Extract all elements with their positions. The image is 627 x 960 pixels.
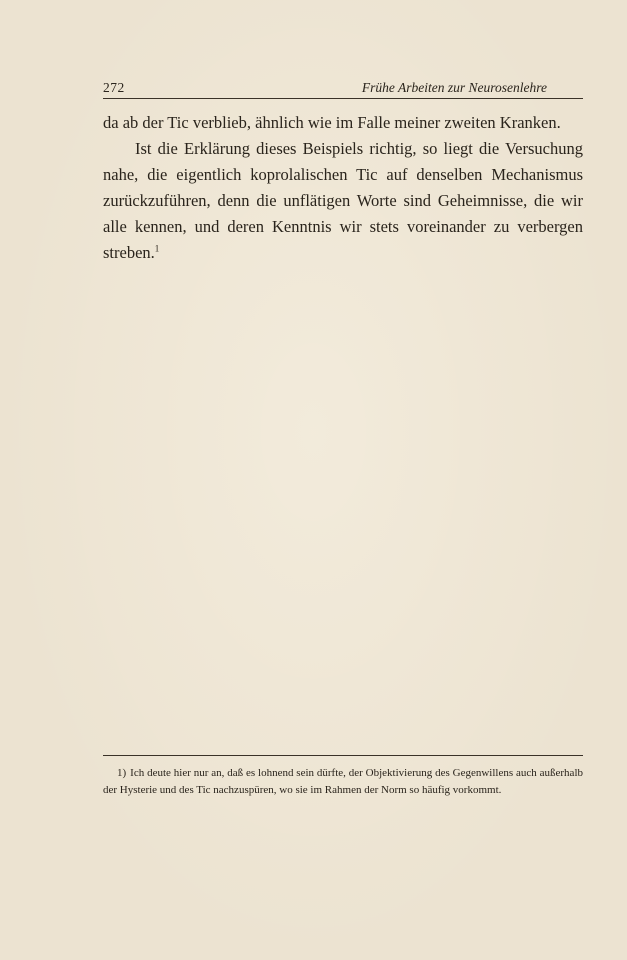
paragraph-text: Ist die Erklärung dieses Beispiels richtig, so liegt die Versuchung nahe, die eigentlich koprolalischen Tic auf denselben Mechanismus zurückzuführen, denn die unflätigen Worte sind Geheimnisse, die wir alle kennen, und deren Kenntnis wir stets voreinander zu verbergen streben.: [103, 139, 583, 262]
running-header: [103, 80, 583, 98]
footnote-label: 1): [117, 767, 127, 779]
paragraph: [103, 136, 583, 266]
page-number: 272: [103, 80, 125, 95]
main-text: [103, 110, 583, 266]
footnote: [103, 765, 583, 799]
paragraph: [103, 110, 583, 136]
running-title: Frühe Arbeiten zur Neurosenlehre: [361, 80, 547, 95]
footnote-paragraph: [103, 765, 583, 799]
footnote-reference: 1: [154, 243, 160, 254]
footnote-text: Ich deute hier nur an, daß es lohnend sein dürfte, der Objektivierung des Gegenwillens auch außerhalb der Hysterie und des Tic nachzuspüren, wo sie im Rahmen der Norm so häufig vorkommt.: [103, 767, 583, 796]
footnote-rule: [103, 755, 583, 756]
paragraph-text: da ab der Tic verblieb, ähnlich wie im Falle meiner zweiten Kranken.: [103, 113, 561, 132]
header-rule: [103, 98, 583, 99]
